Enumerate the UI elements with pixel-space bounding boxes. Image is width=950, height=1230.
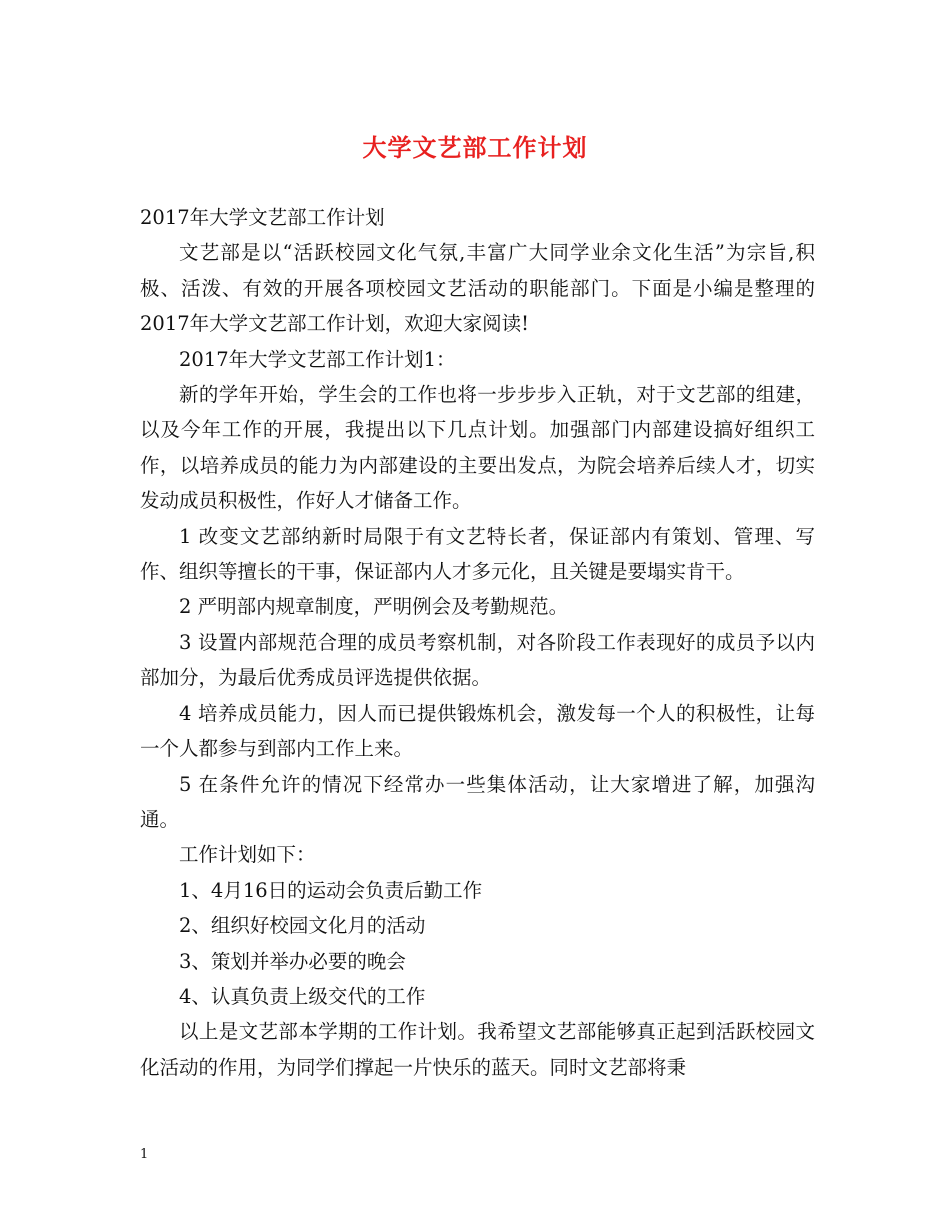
- paragraph: 新的学年开始，学生会的工作也将一步步步入正轨，对于文艺部的组建，以及今年工作的开展，我提出以下几点计划。加强部门内部建设搞好组织工作，以培养成员的能力为内部建设的主要出发点，为院会培养后续人才，切实发动成员积极性，作好人才储备工作。: [140, 383, 815, 513]
- page-number: 1: [140, 1147, 149, 1162]
- document-title: 大学文艺部工作计划: [362, 133, 588, 162]
- list-item: 4、认真负责上级交代的工作: [179, 984, 426, 1008]
- paragraph-intro: 文艺部是以“活跃校园文化气氛,丰富广大同学业余文化生活”为宗旨,积极、活泼、有效的开展各项校园文艺活动的职能部门。下面是小编是整理的2017年大学文艺部工作计划，欢迎大家阅读!: [140, 241, 815, 336]
- paragraph-subtitle: 2017年大学文艺部工作计划: [140, 206, 385, 229]
- paragraph-conclusion: 以上是文艺部本学期的工作计划。我希望文艺部能够真正起到活跃校园文化活动的作用，为同学们撑起一片快乐的蓝天。同时文艺部将秉: [140, 1020, 815, 1079]
- list-item: 3、策划并举办必要的晚会: [179, 949, 406, 973]
- paragraph-item: 4 培养成员能力，因人而已提供锻炼机会，激发每一个人的积极性，让每一个人都参与到部内工作上来。: [140, 701, 815, 761]
- list-item: 2、组织好校园文化月的活动: [179, 914, 426, 938]
- paragraph-item: 3 设置内部规范合理的成员考察机制，对各阶段工作表现好的成员予以内部加分，为最后优秀成员评选提供依据。: [140, 630, 815, 690]
- paragraph-item: 1 改变文艺部纳新时局限于有文艺特长者，保证部内有策划、管理、写作、组织等擅长的干事，保证部内人才多元化，且关键是要塌实肯干。: [140, 524, 815, 584]
- paragraph-heading: 2017年大学文艺部工作计划1：: [179, 347, 456, 371]
- list-item: 1、4月16日的运动会负责后勤工作: [179, 878, 483, 902]
- paragraph-item: 5 在条件允许的情况下经常办一些集体活动，让大家增进了解，加强沟通。: [140, 772, 815, 831]
- document-body: [140, 200, 815, 1085]
- paragraph-heading: 工作计划如下：: [179, 843, 316, 867]
- paragraph-item: 2 严明部内规章制度，严明例会及考勤规范。: [179, 595, 569, 619]
